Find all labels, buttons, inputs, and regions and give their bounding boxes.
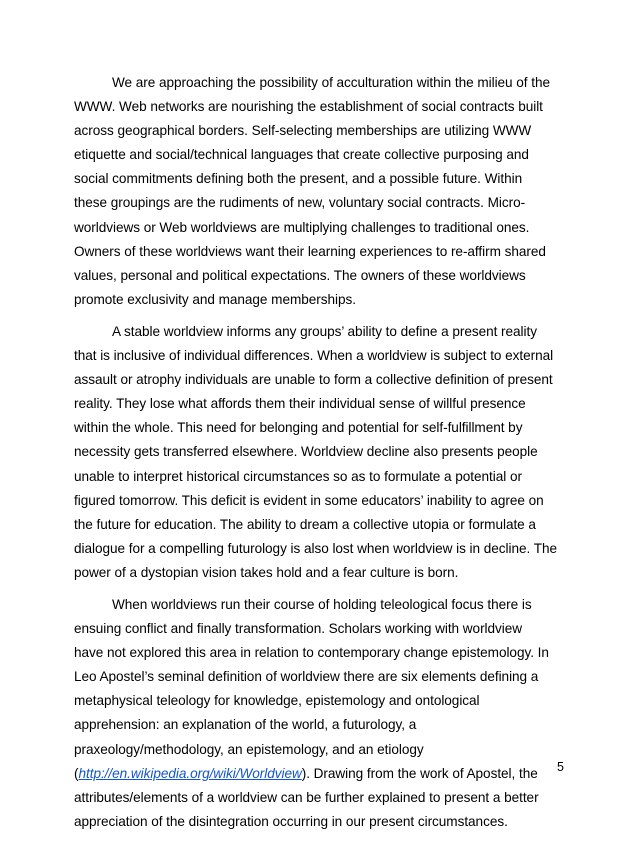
page-number: 5 bbox=[557, 760, 564, 774]
text-line: Leo Apostel’s seminal definition of worldview there are six elements defining a bbox=[74, 669, 539, 685]
text-line: attributes/elements of a worldview can be further explained to present a better bbox=[74, 789, 539, 805]
text-line: within the whole. This need for belonging and potential for self-fulfillment by bbox=[74, 420, 523, 436]
text-line: reality. They lose what affords them their individual sense of willful presence bbox=[74, 396, 526, 412]
text-line: values, personal and political expectations. The owners of these worldviews bbox=[74, 267, 526, 283]
text-line: have not explored this area in relation to contemporary change epistemology. In bbox=[74, 645, 549, 661]
text-line: When worldviews run their course of holding teleological focus there is bbox=[112, 596, 532, 612]
text-line: that is inclusive of individual differences. When a worldview is subject to external bbox=[74, 348, 554, 364]
text-line: etiquette and social/technical languages that create collective purposing and bbox=[74, 147, 529, 163]
text-line: promote exclusivity and manage memberships. bbox=[74, 291, 356, 307]
text-line: across geographical borders. Self-selecting memberships are utilizing WWW bbox=[74, 123, 532, 139]
text-line: social commitments defining both the present, and a possible future. Within bbox=[74, 171, 523, 187]
text-line: apprehension: an explanation of the world, a futurology, a bbox=[74, 717, 417, 733]
text-line: power of a dystopian vision takes hold and a fear culture is born. bbox=[74, 564, 459, 580]
text-line-with-link bbox=[74, 762, 566, 786]
paragraph-1 bbox=[74, 71, 566, 312]
text-line: unable to interpret historical circumstances so as to formulate a potential or bbox=[74, 468, 522, 484]
link-prefix: ( bbox=[74, 765, 79, 781]
text-line: ensuing conflict and finally transformation. Scholars working with worldview bbox=[74, 621, 523, 637]
paragraph-3 bbox=[74, 593, 566, 834]
text-line: necessity gets transferred elsewhere. Worldview decline also presents people bbox=[74, 444, 538, 460]
text-line: these groupings are the rudiments of new, voluntary social contracts. Micro- bbox=[74, 195, 526, 211]
text-line: We are approaching the possibility of acculturation within the milieu of the bbox=[112, 75, 550, 90]
text-line: WWW. Web networks are nourishing the establishment of social contracts built bbox=[74, 99, 543, 115]
link-suffix: ). Drawing from the work of Apostel, the bbox=[301, 765, 538, 781]
text-line: praxeology/methodology, an epistemology, and an etiology bbox=[74, 741, 424, 757]
text-line: figured tomorrow. This deficit is evident in some educators’ inability to agree on bbox=[74, 492, 544, 508]
text-line: assault or atrophy individuals are unable to form a collective definition of present bbox=[74, 372, 553, 388]
text-line: dialogue for a compelling futurology is also lost when worldview is in decline. The bbox=[74, 540, 557, 556]
worldview-wikipedia-link[interactable]: http://en.wikipedia.org/wiki/Worldview bbox=[78, 765, 302, 781]
text-line: appreciation of the disintegration occurring in our present circumstances. bbox=[74, 813, 508, 829]
text-line: worldviews or Web worldviews are multiplying challenges to traditional ones. bbox=[74, 219, 530, 235]
paragraph-2 bbox=[74, 320, 566, 585]
text-line: metaphysical teleology for knowledge, epistemology and ontological bbox=[74, 693, 480, 709]
text-line: Owners of these worldviews want their learning experiences to re-affirm shared bbox=[74, 243, 546, 259]
text-line: A stable worldview informs any groups’ ability to define a present reality bbox=[112, 323, 537, 339]
body-text bbox=[74, 71, 566, 842]
text-line: the future for education. The ability to dream a collective utopia or formulate a bbox=[74, 516, 536, 532]
